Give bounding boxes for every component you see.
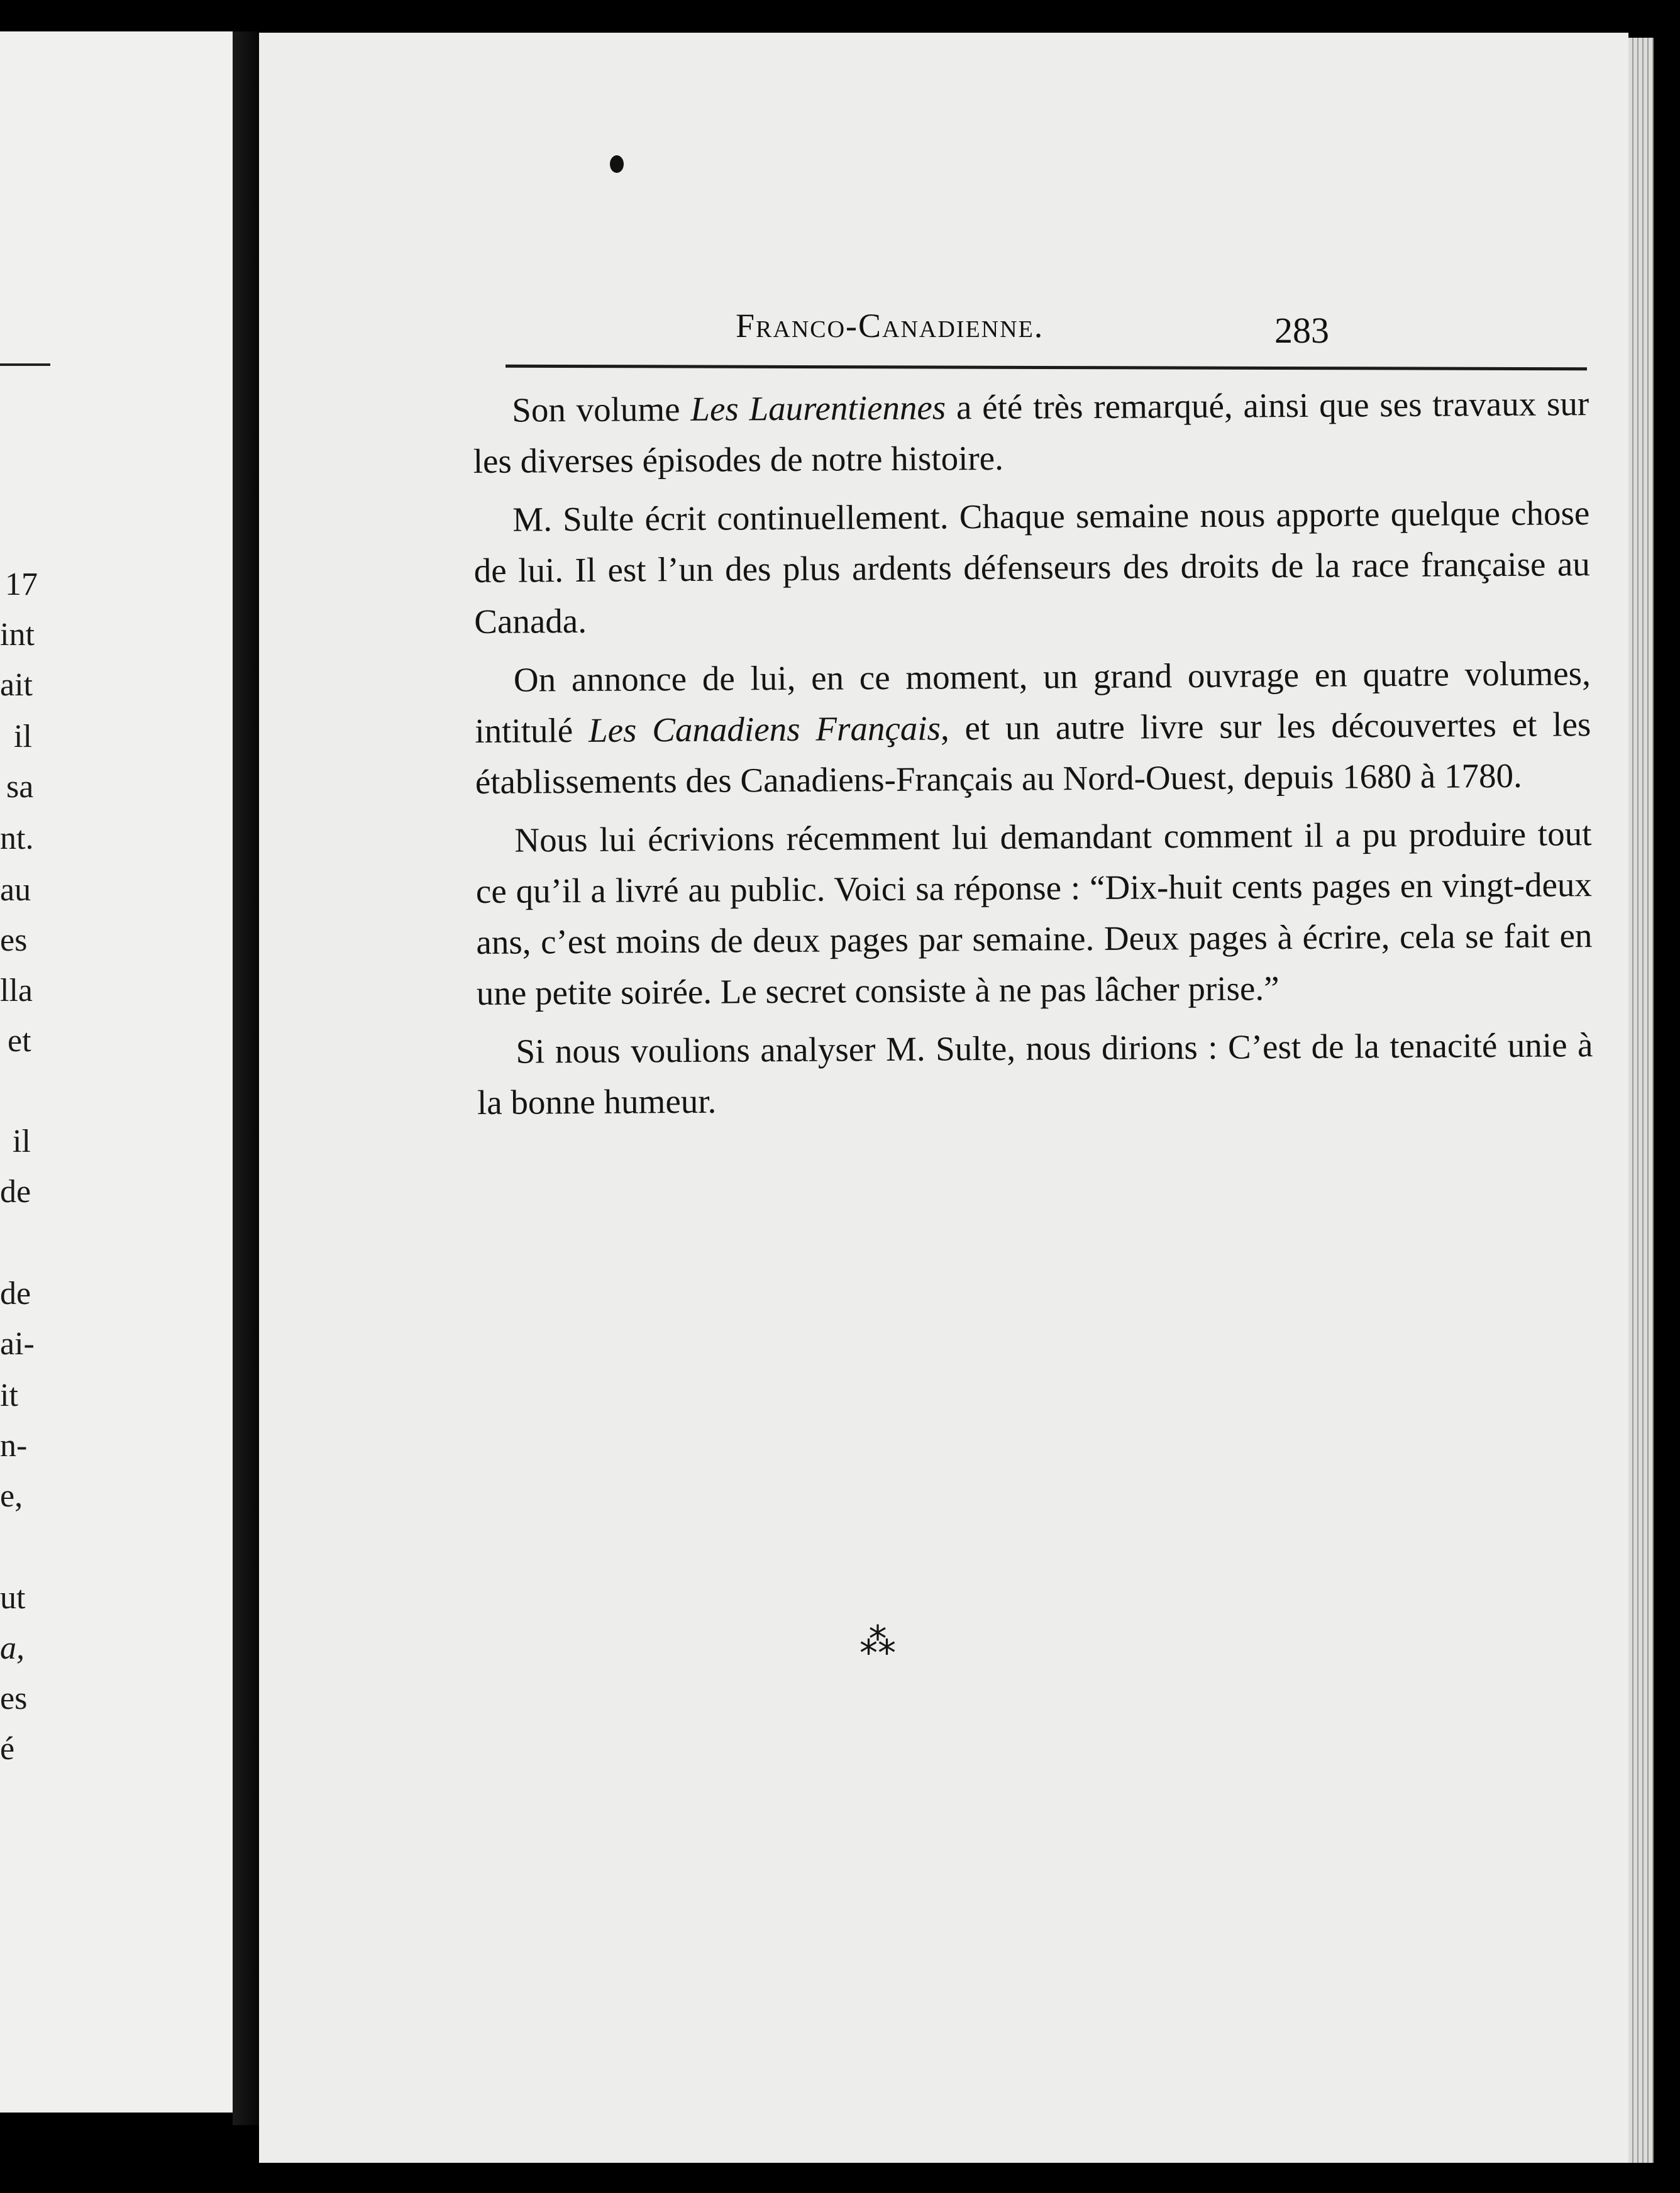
line-fragment: de [0,1174,31,1210]
page-edges [1628,38,1654,2163]
paragraph-text: On annonce de lui, en ce moment, un grand ouvrage en quatre volumes, intitulé [475,654,1591,750]
line-fragment: il [14,719,32,754]
book-gutter [233,31,261,2125]
line-fragment: sa [6,769,34,805]
line-fragment: é [0,1731,15,1767]
page-number: 283 [1274,310,1329,351]
book-title: Les Laurentiennes [690,388,946,428]
body-text [473,378,1593,1135]
line-fragment: ait [0,667,33,703]
line-fragment: it [0,1378,18,1413]
left-header-rule [0,363,50,366]
left-facing-page [0,31,233,2113]
line-fragment: lla [0,973,33,1008]
paragraph: M. Sulte écrit continuellement. Chaque semaine nous apporte quelque chose de lui. Il est l’un des plus ardents défenseurs des droits de la race française au Canada. [473,494,1590,641]
paragraph [475,648,1591,807]
line-fragment: nt. [0,820,34,856]
line-fragment: 17 [5,566,38,602]
paragraph [473,378,1589,487]
paragraph: Si nous voulions analyser M. Sulte, nous dirions : C’est de la tenacité unie à la bonne humeur. [477,1025,1593,1122]
line-fragment: au [0,872,31,908]
ink-dot [610,155,624,173]
line-fragment: de [0,1276,31,1312]
paragraph: Nous lui écrivions récemment lui demandant comment il a pu produire tout ce qu’il a livré au public. Voici sa réponse : “Dix-huit cents pages en vingt-deux ans, c’est moins de deux pages par semaine. Deux pages à écrire, cela se fait en une petite soirée. Le secret consiste à ne pas lâcher prise.” [475,814,1593,1012]
header-rule [506,365,1587,371]
line-fragment: es [0,1681,28,1716]
line-fragment: il [13,1124,31,1159]
running-title: Franco-Canadienne. [736,307,1044,345]
line-fragment: ut [0,1580,26,1616]
line-fragment: int [0,617,35,653]
line-fragment: et [8,1023,31,1059]
line-fragment: a, [0,1630,25,1666]
line-fragment: ai- [0,1326,35,1362]
paragraph-text: , et un autre livre sur les découvertes et les établissements des Canadiens-Français au Nord-Ouest, depuis 1680 à 1780. [475,705,1591,801]
line-fragment: es [0,922,28,958]
paragraph-text: a été très remarqué, ainsi que ses travaux sur les diverses épisodes de notre histoire. [473,384,1589,480]
main-page [259,33,1628,2163]
line-fragment: e, [0,1478,23,1514]
paragraph-text: Son volume [512,389,691,429]
asterism-ornament: ⁂ [859,1621,897,1662]
book-title: Les Canadiens Français [588,709,941,749]
line-fragment: n- [0,1428,28,1464]
